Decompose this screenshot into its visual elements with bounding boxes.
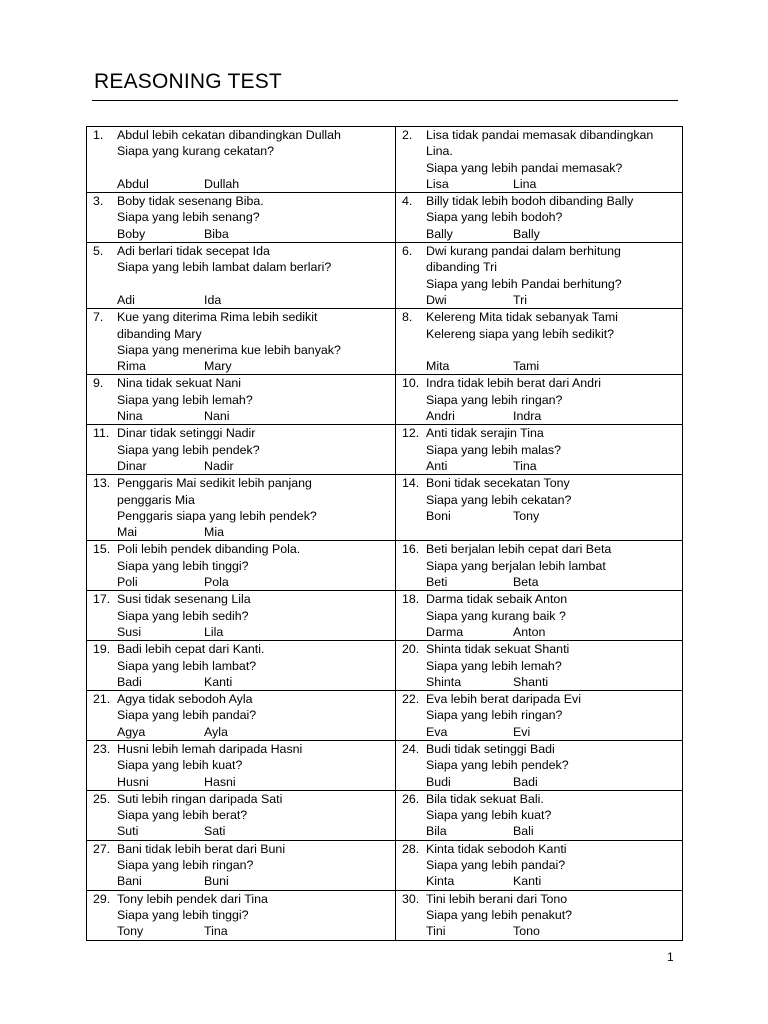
- question-number: 17.: [93, 592, 111, 607]
- question-line: Siapa yang lebih pandai memasak?: [426, 160, 623, 175]
- question-line: Siapa yang lebih ringan?: [117, 858, 254, 873]
- question-cell: [396, 890, 683, 940]
- question-line: Siapa yang kurang cekatan?: [117, 144, 275, 159]
- question-number: 11.: [93, 426, 110, 441]
- answer-option-b: Tony: [513, 508, 540, 523]
- answer-options: [426, 624, 678, 640]
- question-number: 7.: [93, 310, 104, 325]
- answer-option-a: Rima: [117, 359, 146, 374]
- question-line: Siapa yang lebih kuat?: [426, 808, 552, 823]
- answer-option-b: Shanti: [513, 674, 549, 689]
- question-row: [87, 309, 683, 375]
- question-statement: Lisa tidak pandai memasak dibandingkan: [426, 128, 654, 142]
- answer-option-b: Hasni: [204, 774, 236, 789]
- question-row: [87, 790, 683, 840]
- question-number: 13.: [93, 476, 111, 491]
- page-title: REASONING TEST: [94, 70, 282, 93]
- answer-option-b: Nani: [204, 409, 230, 424]
- question-cell: [396, 309, 683, 375]
- question-cell: [87, 193, 396, 243]
- question-number: 16.: [402, 542, 420, 557]
- question-line: Siapa yang lebih berat?: [117, 808, 248, 823]
- answer-options: [426, 508, 678, 524]
- question-statement: Susi tidak sesenang Lila: [117, 592, 251, 607]
- answer-option-b: Badi: [513, 774, 538, 789]
- question-item: [402, 541, 678, 590]
- answer-option-a: Boni: [426, 508, 451, 523]
- question-item: [402, 641, 678, 690]
- answer-option-b: Indra: [513, 409, 542, 424]
- question-line: Siapa yang lebih pendek?: [117, 442, 260, 457]
- question-statement: Billy tidak lebih bodoh dibanding Bally: [426, 194, 634, 209]
- question-item: [402, 375, 678, 424]
- question-number: 2.: [402, 128, 413, 142]
- answer-option-b: Ida: [204, 292, 222, 307]
- question-line: Siapa yang menerima kue lebih banyak?: [117, 342, 341, 357]
- question-item: [93, 641, 391, 690]
- question-statement: Eva lebih berat daripada Evi: [426, 692, 581, 707]
- question-number: 19.: [93, 642, 111, 657]
- question-cell: [396, 641, 683, 691]
- question-item: [93, 891, 391, 940]
- answer-options: [426, 458, 678, 474]
- question-statement: Darma tidak sebaik Anton: [426, 592, 568, 607]
- question-statement: Shinta tidak sekuat Shanti: [426, 642, 570, 657]
- question-item: [93, 243, 391, 308]
- blank-line: [426, 342, 678, 358]
- question-line: Siapa yang lebih ringan?: [426, 708, 563, 723]
- question-statement: Abdul lebih cekatan dibandingkan Dullah: [117, 128, 341, 142]
- question-row: [87, 591, 683, 641]
- answer-option-b: Tina: [513, 458, 537, 473]
- question-item: [93, 127, 391, 192]
- question-line: Siapa yang lebih malas?: [426, 442, 562, 457]
- question-cell: [396, 691, 683, 741]
- blank-line: [117, 276, 391, 292]
- question-statement: Kelereng Mita tidak sebanyak Tami: [426, 310, 618, 325]
- question-line: Siapa yang lebih Pandai berhitung?: [426, 276, 622, 291]
- answer-option-b: Biba: [204, 226, 229, 241]
- answer-option-a: Bally: [426, 226, 453, 241]
- question-line: penggaris Mia: [117, 492, 195, 507]
- answer-option-a: Tini: [426, 924, 446, 939]
- question-statement: Budi tidak setinggi Badi: [426, 741, 555, 756]
- question-item: [402, 243, 678, 308]
- question-line: Siapa yang lebih lambat dalam berlari?: [117, 260, 332, 275]
- question-line: Siapa yang berjalan lebih lambat: [426, 558, 606, 573]
- question-line: Siapa yang lebih lemah?: [426, 658, 562, 673]
- answer-options: [426, 292, 678, 308]
- question-item: [402, 127, 678, 192]
- question-row: [87, 740, 683, 790]
- answer-option-b: Bali: [513, 824, 534, 839]
- question-number: 20.: [402, 642, 420, 657]
- answer-option-a: Husni: [117, 774, 149, 789]
- question-line: Penggaris siapa yang lebih pendek?: [117, 508, 317, 523]
- answer-options: [426, 873, 678, 889]
- question-cell: [87, 375, 396, 425]
- question-cell: [396, 475, 683, 541]
- question-statement: Bani tidak lebih berat dari Buni: [117, 841, 286, 856]
- answer-option-b: Pola: [204, 575, 229, 590]
- answer-option-a: Anti: [426, 458, 448, 473]
- answer-option-b: Mia: [204, 525, 224, 540]
- question-item: [402, 591, 678, 640]
- answer-option-b: Beta: [513, 575, 539, 590]
- answer-options: [117, 358, 391, 374]
- question-cell: [87, 890, 396, 940]
- question-number: 18.: [402, 592, 420, 607]
- answer-option-a: Mai: [117, 525, 137, 540]
- question-cell: [396, 243, 683, 309]
- question-line: Siapa yang lebih ringan?: [426, 392, 563, 407]
- question-item: [93, 193, 391, 242]
- answer-options: [426, 176, 678, 192]
- answer-option-a: Darma: [426, 624, 464, 639]
- question-row: [87, 691, 683, 741]
- question-line: Siapa yang lebih senang?: [117, 210, 260, 225]
- answer-options: [117, 873, 391, 889]
- question-item: [402, 425, 678, 474]
- question-number: 6.: [402, 244, 413, 259]
- question-number: 26.: [402, 791, 420, 806]
- answer-option-b: Anton: [513, 624, 546, 639]
- question-cell: [87, 641, 396, 691]
- question-cell: [87, 840, 396, 890]
- page-number: 1: [667, 950, 674, 964]
- question-line: Siapa yang lebih sedih?: [117, 608, 249, 623]
- answer-option-a: Budi: [426, 774, 451, 789]
- question-number: 23.: [93, 741, 111, 756]
- question-statement: Kinta tidak sebodoh Kanti: [426, 841, 567, 856]
- question-cell: [87, 309, 396, 375]
- question-line: Siapa yang lebih pendek?: [426, 758, 569, 773]
- question-item: [93, 541, 391, 590]
- question-row: [87, 840, 683, 890]
- answer-option-a: Bani: [117, 874, 142, 889]
- question-cell: [396, 127, 683, 193]
- blank-line: [117, 160, 391, 176]
- question-cell: [87, 740, 396, 790]
- question-line: Siapa yang lebih penakut?: [426, 907, 573, 922]
- question-table-body: [87, 127, 683, 941]
- answer-options: [117, 226, 391, 242]
- question-number: 8.: [402, 310, 413, 325]
- question-statement: Dinar tidak setinggi Nadir: [117, 426, 256, 441]
- question-statement: Husni lebih lemah daripada Hasni: [117, 741, 303, 756]
- answer-options: [426, 823, 678, 839]
- question-cell: [396, 790, 683, 840]
- answer-option-b: Tina: [204, 924, 228, 939]
- answer-option-a: Beti: [426, 575, 448, 590]
- answer-option-a: Shinta: [426, 674, 462, 689]
- answer-option-b: Mary: [204, 359, 232, 374]
- question-item: [93, 375, 391, 424]
- question-cell: [396, 425, 683, 475]
- answer-option-a: Nina: [117, 409, 143, 424]
- question-statement: Badi lebih cepat dari Kanti.: [117, 642, 265, 657]
- question-number: 15.: [93, 542, 111, 557]
- answer-option-b: Tono: [513, 924, 540, 939]
- question-cell: [87, 425, 396, 475]
- answer-options: [117, 176, 391, 192]
- question-number: 24.: [402, 741, 420, 756]
- question-item: [93, 741, 391, 790]
- answer-option-a: Adi: [117, 292, 135, 307]
- question-item: [402, 475, 678, 524]
- question-cell: [87, 243, 396, 309]
- question-number: 3.: [93, 194, 104, 209]
- answer-options: [426, 923, 678, 939]
- question-number: 27.: [93, 841, 111, 856]
- question-item: [402, 891, 678, 940]
- question-number: 9.: [93, 376, 104, 391]
- question-number: 12.: [402, 426, 420, 441]
- answer-option-b: Dullah: [204, 176, 240, 191]
- question-line: Siapa yang kurang baik ?: [426, 608, 566, 623]
- answer-option-a: Abdul: [117, 176, 149, 191]
- answer-option-a: Dinar: [117, 458, 147, 473]
- answer-option-a: Eva: [426, 724, 448, 739]
- question-item: [402, 691, 678, 740]
- question-cell: [87, 790, 396, 840]
- question-number: 5.: [93, 244, 104, 259]
- question-number: 1.: [93, 128, 104, 142]
- answer-options: [117, 524, 391, 540]
- question-cell: [87, 127, 396, 193]
- question-statement: Agya tidak sebodoh Ayla: [117, 692, 253, 707]
- answer-options: [117, 774, 391, 790]
- question-line: Siapa yang lebih lemah?: [117, 392, 253, 407]
- question-row: [87, 641, 683, 691]
- question-line: Siapa yang lebih cekatan?: [426, 492, 572, 507]
- answer-options: [426, 674, 678, 690]
- answer-option-a: Boby: [117, 226, 146, 241]
- question-line: Siapa yang lebih pandai?: [117, 708, 257, 723]
- question-row: [87, 890, 683, 940]
- question-line: Siapa yang lebih lambat?: [117, 658, 257, 673]
- answer-option-b: Lina: [513, 176, 537, 191]
- question-statement: Indra tidak lebih berat dari Andri: [426, 376, 601, 391]
- question-item: [93, 791, 391, 840]
- answer-option-a: Poli: [117, 575, 138, 590]
- question-statement: Boby tidak sesenang Biba.: [117, 194, 264, 209]
- question-statement: Suti lebih ringan daripada Sati: [117, 791, 283, 806]
- answer-option-a: Agya: [117, 724, 146, 739]
- question-item: [93, 841, 391, 890]
- answer-option-b: Kanti: [513, 874, 542, 889]
- answer-options: [426, 358, 678, 374]
- question-number: 25.: [93, 791, 111, 806]
- question-item: [93, 309, 391, 374]
- question-item: [93, 591, 391, 640]
- answer-options: [426, 574, 678, 590]
- question-line: Siapa yang lebih kuat?: [117, 758, 243, 773]
- question-row: [87, 127, 683, 193]
- question-item: [93, 475, 391, 540]
- answer-options: [117, 624, 391, 640]
- question-statement: Bila tidak sekuat Bali.: [426, 791, 544, 806]
- question-item: [402, 309, 678, 374]
- answer-option-b: Sati: [204, 824, 226, 839]
- answer-options: [117, 923, 391, 939]
- question-cell: [396, 193, 683, 243]
- question-statement: Nina tidak sekuat Nani: [117, 376, 241, 391]
- question-statement: Boni tidak secekatan Tony: [426, 476, 570, 491]
- answer-option-a: Lisa: [426, 176, 449, 191]
- question-item: [402, 193, 678, 242]
- question-line: Siapa yang lebih pandai?: [426, 858, 566, 873]
- title-underline: [92, 100, 678, 101]
- question-cell: [87, 475, 396, 541]
- question-number: 4.: [402, 194, 413, 209]
- question-cell: [396, 840, 683, 890]
- answer-option-b: Tri: [513, 292, 527, 307]
- question-statement: Tony lebih pendek dari Tina: [117, 891, 268, 906]
- answer-options: [117, 674, 391, 690]
- answer-option-a: Badi: [117, 674, 142, 689]
- question-cell: [396, 375, 683, 425]
- question-number: 30.: [402, 891, 420, 906]
- question-line: Lina.: [426, 144, 453, 159]
- answer-option-a: Dwi: [426, 292, 447, 307]
- question-number: 14.: [402, 476, 420, 491]
- question-number: 21.: [93, 692, 111, 707]
- question-line: dibanding Mary: [117, 326, 202, 341]
- answer-option-a: Tony: [117, 924, 144, 939]
- question-cell: [87, 691, 396, 741]
- answer-options: [117, 724, 391, 740]
- question-statement: Beti berjalan lebih cepat dari Beta: [426, 542, 612, 557]
- answer-option-b: Buni: [204, 874, 229, 889]
- question-cell: [396, 740, 683, 790]
- answer-option-b: Bally: [513, 226, 540, 241]
- question-line: Siapa yang lebih tinggi?: [117, 907, 249, 922]
- answer-options: [117, 574, 391, 590]
- question-line: Siapa yang lebih bodoh?: [426, 210, 563, 225]
- answer-option-b: Evi: [513, 724, 531, 739]
- question-row: [87, 375, 683, 425]
- question-number: 10.: [402, 376, 420, 391]
- question-statement: Tini lebih berani dari Tono: [426, 891, 568, 906]
- answer-option-b: Lila: [204, 624, 224, 639]
- answer-options: [426, 226, 678, 242]
- question-item: [93, 691, 391, 740]
- answer-option-a: Bila: [426, 824, 447, 839]
- question-row: [87, 475, 683, 541]
- answer-options: [117, 823, 391, 839]
- question-row: [87, 193, 683, 243]
- answer-option-a: Andri: [426, 409, 455, 424]
- question-row: [87, 425, 683, 475]
- question-item: [402, 741, 678, 790]
- question-item: [402, 841, 678, 890]
- question-item: [93, 425, 391, 474]
- answer-option-a: Kinta: [426, 874, 455, 889]
- question-row: [87, 541, 683, 591]
- question-statement: Kue yang diterima Rima lebih sedikit: [117, 310, 318, 325]
- answer-option-a: Mita: [426, 359, 450, 374]
- question-statement: Dwi kurang pandai dalam berhitung: [426, 244, 621, 259]
- question-item: [402, 791, 678, 840]
- question-table: [86, 126, 683, 941]
- question-statement: Adi berlari tidak secepat Ida: [117, 244, 270, 259]
- answer-options: [117, 292, 391, 308]
- answer-option-b: Nadir: [204, 458, 234, 473]
- question-number: 28.: [402, 841, 420, 856]
- question-statement: Poli lebih pendek dibanding Pola.: [117, 542, 301, 557]
- answer-option-a: Suti: [117, 824, 139, 839]
- answer-options: [117, 408, 391, 424]
- answer-options: [117, 458, 391, 474]
- question-line: Siapa yang lebih tinggi?: [117, 558, 249, 573]
- question-number: 29.: [93, 891, 111, 906]
- answer-options: [426, 724, 678, 740]
- question-cell: [87, 591, 396, 641]
- answer-options: [426, 408, 678, 424]
- question-cell: [396, 591, 683, 641]
- answer-option-b: Kanti: [204, 674, 233, 689]
- question-line: dibanding Tri: [426, 260, 497, 275]
- question-row: [87, 243, 683, 309]
- answer-option-b: Tami: [513, 359, 540, 374]
- question-number: 22.: [402, 692, 420, 707]
- question-line: Kelereng siapa yang lebih sedikit?: [426, 326, 615, 341]
- answer-options: [426, 774, 678, 790]
- question-statement: Anti tidak serajin Tina: [426, 426, 544, 441]
- answer-option-b: Ayla: [204, 724, 228, 739]
- question-statement: Penggaris Mai sedikit lebih panjang: [117, 476, 312, 491]
- question-cell: [396, 541, 683, 591]
- answer-option-a: Susi: [117, 624, 142, 639]
- question-cell: [87, 541, 396, 591]
